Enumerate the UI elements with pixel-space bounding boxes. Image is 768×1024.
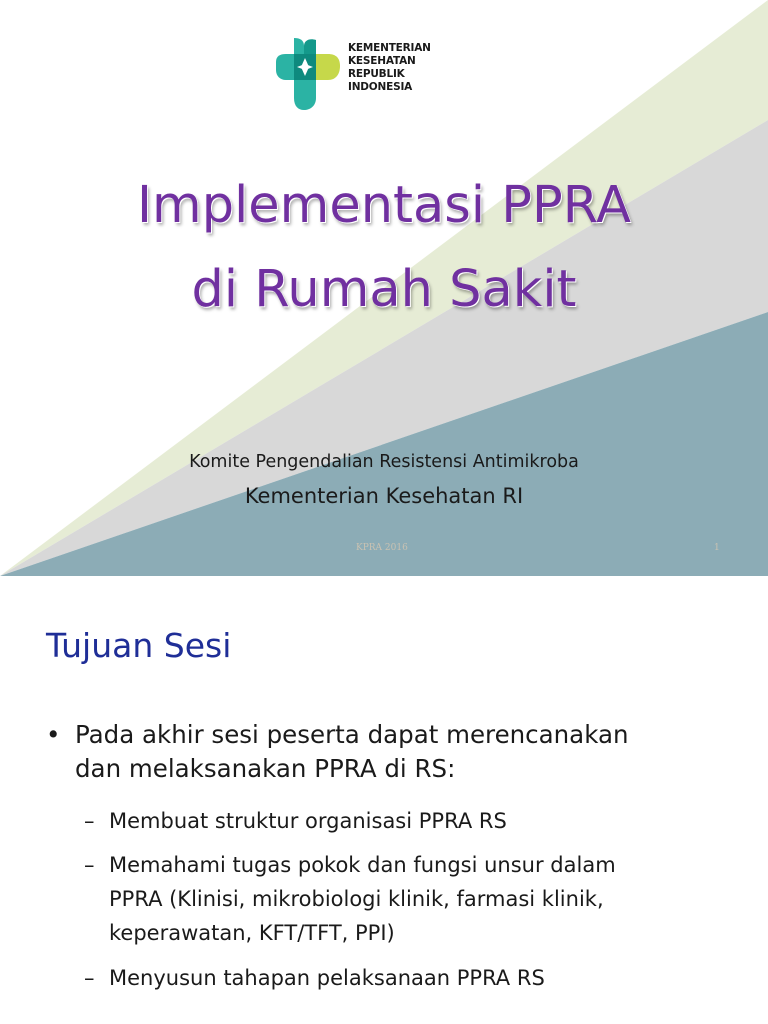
dash-marker: – bbox=[84, 809, 95, 833]
logo-text-line: REPUBLIK bbox=[348, 68, 405, 80]
sub-bullet-item bbox=[84, 848, 744, 950]
logo-text-line: KEMENTERIAN bbox=[348, 42, 431, 54]
sub-bullet-line: Menyusun tahapan pelaksanaan PPRA RS bbox=[109, 966, 545, 990]
bullet-text bbox=[75, 718, 726, 786]
bullet-item bbox=[46, 718, 726, 786]
kemenkes-logo-icon bbox=[272, 36, 344, 112]
bullet-text-line: Pada akhir sesi peserta dapat merencanakan bbox=[75, 720, 629, 749]
title-line: Implementasi PPRA bbox=[137, 176, 631, 235]
slide-footer: KPRA 2016 bbox=[356, 543, 408, 553]
sub-bullet-line: Membuat struktur organisasi PPRA RS bbox=[109, 809, 507, 833]
bullet-text-line: dan melaksanakan PPRA di RS: bbox=[75, 754, 456, 783]
logo-text-line: INDONESIA bbox=[348, 81, 413, 93]
sub-bullet-item bbox=[84, 804, 744, 838]
sub-bullet-text bbox=[109, 848, 744, 950]
sub-bullet-text bbox=[109, 804, 744, 838]
dash-marker: – bbox=[84, 853, 95, 877]
ministry-name bbox=[348, 42, 431, 94]
sub-bullet-line: PPRA (Klinisi, mikrobiologi klinik, farmasi klinik, bbox=[109, 887, 604, 911]
slide-number: 1 bbox=[714, 543, 720, 553]
dash-marker: – bbox=[84, 966, 95, 990]
slide-title bbox=[0, 164, 768, 332]
committee-name: Komite Pengendalian Resistensi Antimikroba bbox=[189, 452, 579, 472]
objectives-slide bbox=[0, 576, 768, 1024]
sub-bullet-text bbox=[109, 961, 744, 995]
sub-bullet-line: keperawatan, KFT/TFT, PPI) bbox=[109, 921, 395, 945]
sub-bullet-item bbox=[84, 961, 744, 995]
title-line: di Rumah Sakit bbox=[191, 260, 577, 319]
ministry-subtitle: Kementerian Kesehatan RI bbox=[244, 484, 524, 508]
ministry-logo bbox=[272, 36, 452, 112]
slide-heading: Tujuan Sesi bbox=[46, 626, 232, 665]
bullet-marker: • bbox=[46, 720, 61, 749]
logo-text-line: KESEHATAN bbox=[348, 55, 416, 67]
sub-bullet-line: Memahami tugas pokok dan fungsi unsur dalam bbox=[109, 853, 616, 877]
